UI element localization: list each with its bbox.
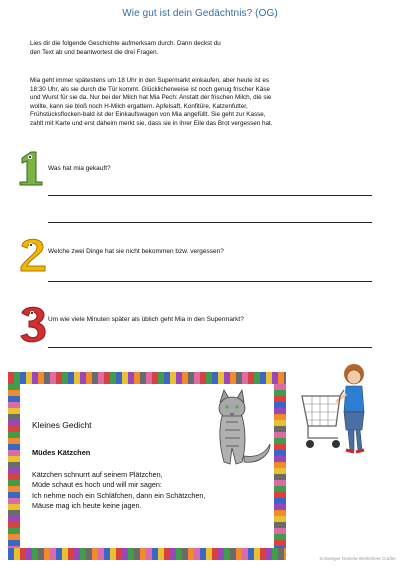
poem-heading: Kleines Gedicht [32, 420, 92, 430]
story-line: wollte, kann sie bloß noch H-Milch ergattern. Apfelsaft, Konfitüre, Katzenfutter, [30, 102, 248, 110]
intro-line: Lies dir die folgende Geschichte aufmerksam durch. Dann deckst du [30, 40, 221, 47]
story-line: Frühstücksflocken-bald ist der Einkaufswagen von Mia angefüllt. Sie geht zur Kasse, [30, 111, 266, 119]
poem-text [32, 470, 205, 512]
poem-title: Müdes Kätzchen [32, 448, 91, 457]
girl-with-shopping-cart-illustration [296, 360, 388, 460]
question-1-text: Was hat mia gekauft? [48, 165, 111, 172]
story-line: Mia geht immer spätestens um 18 Uhr in den Supermarkt einkaufen, aber heute ist es [30, 77, 270, 84]
story-line: zahlt mit Karte und erst daheim merkt sie, dass sie in ihrer Eile das Brot vergessen hat. [30, 119, 273, 127]
poem-line: Müde schaut es hoch und will mir sagen: [32, 480, 162, 490]
story-line: 18:30 Uhr, als sie durch die Tür kommt. Glücklicherweise ist noch genug frischer Käse [30, 85, 270, 93]
intro-line: den Text ab und beantwortest die drei Fragen. [30, 48, 159, 56]
question-3-text: Um wie viele Minuten später als üblich geht Mia in den Supermarkt? [48, 316, 244, 323]
poem-line: Kätzchen schnurrt auf seinem Plätzchen, [32, 470, 163, 479]
number-two-icon [18, 236, 48, 272]
intro-text [30, 40, 330, 57]
question-2-text: Welche zwei Dinge hat sie nicht bekommen bzw. vergessen? [48, 248, 224, 255]
answer-line-1a[interactable] [48, 195, 372, 196]
poem-line: Ich nehme noch ein Schläfchen, dann ein Schätzchen, [32, 490, 206, 500]
cat-illustration [200, 388, 272, 470]
story-text [30, 77, 380, 129]
footer-credit: Schweiger Daniela Worksheet Crafter [319, 556, 396, 561]
answer-line-2[interactable] [48, 281, 372, 282]
answer-line-3[interactable] [48, 347, 372, 348]
number-three-icon [18, 305, 48, 345]
story-line: und Wurst für sie da. Nur bei der Milch hat Mia Pech: Anstatt der frischen Milch, die sie [30, 94, 272, 102]
answer-line-1b[interactable] [48, 222, 372, 223]
poem-line: Mäuse mag ich heute keine jagen. [32, 501, 142, 511]
number-one-icon [16, 150, 44, 186]
page-title: Wie gut ist dein Gedächtnis? (OG) [122, 8, 278, 19]
